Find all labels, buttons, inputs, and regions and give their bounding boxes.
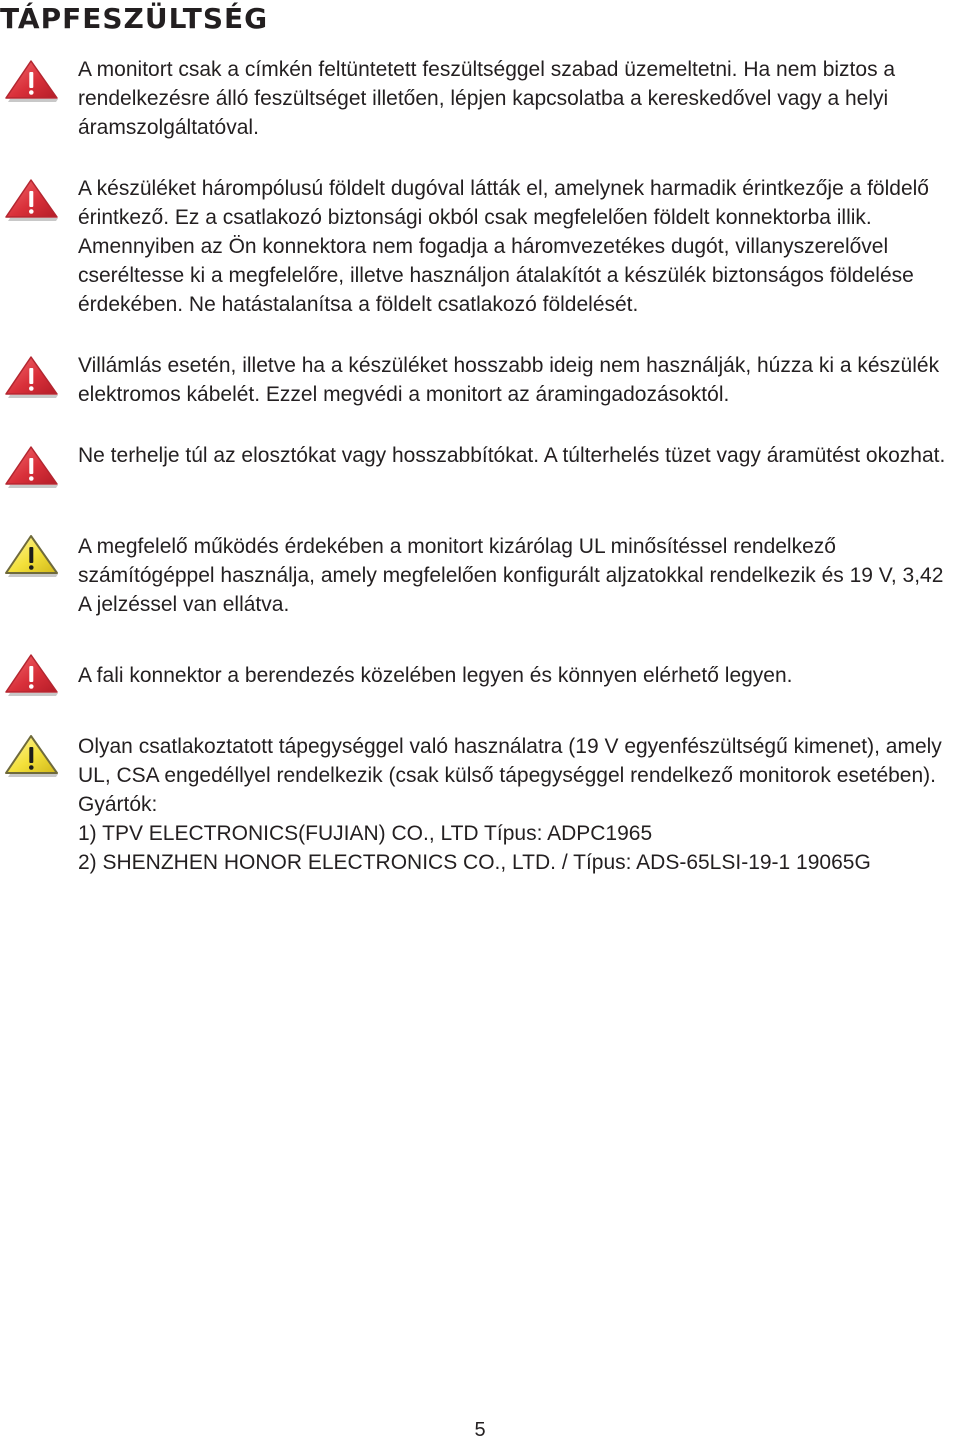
red-warning-triangle-icon <box>4 59 62 103</box>
warning-text <box>78 174 958 319</box>
caution-paragraph: A megfelelő működés érdekében a monitort kizárólag UL minősítéssel rendelkező számítógéppel használja, amely megfelelően konfigurált aljzatokkal rendelkezik és 19 V, 3,42 A jelzéssel van ellátva. <box>78 535 944 616</box>
warning-paragraph: Ne terhelje túl az elosztókat vagy hosszabbítókat. A túlterhelés tüzet vagy áramütést okozhat. <box>78 444 946 467</box>
page-number: 5 <box>474 1419 486 1441</box>
manufacturer-2: 2) SHENZHEN HONOR ELECTRONICS CO., LTD. / Típus: ADS-65LSI-19-1 19065G <box>78 851 871 874</box>
red-warning-triangle-icon <box>4 445 62 489</box>
caution-text <box>78 532 958 619</box>
warning-text <box>78 351 958 409</box>
manufacturer-1: 1) TPV ELECTRONICS(FUJIAN) CO., LTD Típus: ADPC1965 <box>78 822 653 845</box>
caution-paragraph: Olyan csatlakoztatott tápegységgel való használatra (19 V egyenfészültségű kimenet), amely UL, CSA engedéllyel rendelkezik (csak külső tápegységgel rendelkező monitorok esetében). <box>78 735 942 787</box>
page-title: TÁPFESZÜLTSÉG <box>0 2 269 35</box>
warning-text <box>78 441 958 470</box>
red-warning-triangle-icon <box>4 355 62 399</box>
yellow-caution-triangle-icon <box>4 734 62 778</box>
warning-text <box>78 661 958 690</box>
yellow-caution-triangle-icon <box>4 534 62 578</box>
red-warning-triangle-icon <box>4 653 62 697</box>
manufacturers-label: Gyártók: <box>78 793 158 816</box>
red-warning-triangle-icon <box>4 178 62 222</box>
warning-paragraph: A monitort csak a címkén feltüntetett feszültséggel szabad üzemeltetni. Ha nem biztos a rendelkezésre álló feszültséget illetően, lépjen kapcsolatba a kereskedővel vagy a helyi áramszolgáltatóval. <box>78 58 896 139</box>
warning-paragraph: Villámlás esetén, illetve ha a készüléket hosszabb ideig nem használják, húzza ki a készülék elektromos kábelét. Ezzel megvédi a monitort az áramingadozásoktól. <box>78 354 940 406</box>
warning-paragraph: A fali konnektor a berendezés közelében legyen és könnyen elérhető legyen. <box>78 664 793 687</box>
warning-text <box>78 55 958 142</box>
warning-paragraph: A készüléket hárompólusú földelt dugóval látták el, amelynek harmadik érintkezője a földelő érintkező. Ez a csatlakozó biztonsági okból csak megfelelően földelt konnektorba illik. Amennyiben az Ön konnektora nem fogadja a háromvezetékes dugót, villanyszerelővel cseréltesse ki a megfelelőre, illetve használjon átalakítót a készülék biztonságos földelése érdekében. Ne hatástalanítsa a földelt csatlakozó földelését. <box>78 177 929 316</box>
caution-text <box>78 732 958 877</box>
